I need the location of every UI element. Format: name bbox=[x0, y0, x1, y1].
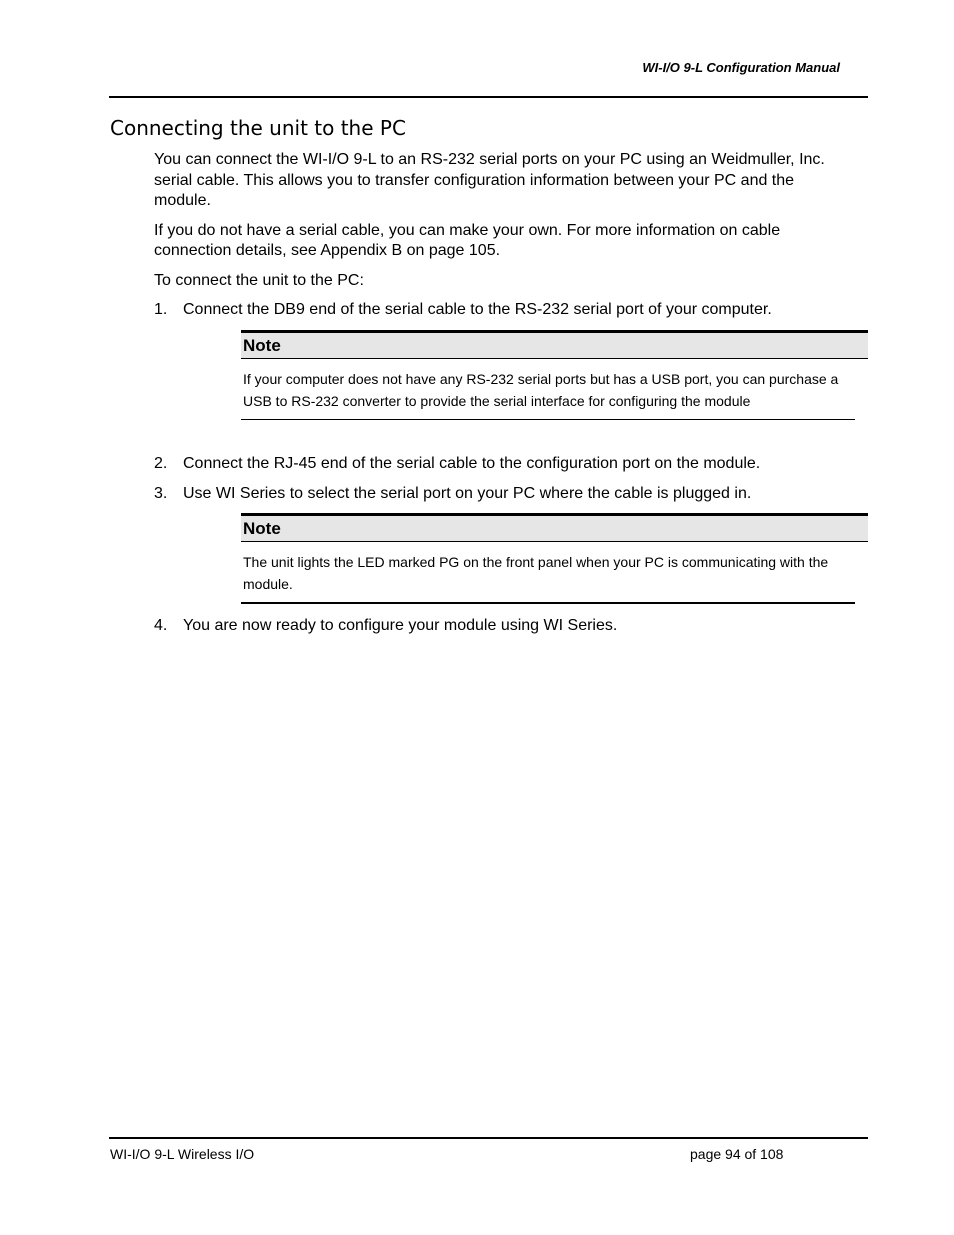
step-text: Connect the DB9 end of the serial cable to the RS-232 serial port of your computer. bbox=[183, 301, 772, 318]
page-header-title: WI-I/O 9-L Configuration Manual bbox=[642, 60, 840, 75]
step-number: 2. bbox=[154, 455, 168, 472]
footer-page-number: page 94 of 108 bbox=[690, 1146, 784, 1162]
paragraph-steps-intro: To connect the unit to the PC: bbox=[154, 271, 364, 289]
note-box bbox=[241, 330, 855, 420]
footer-rule bbox=[109, 1137, 868, 1139]
step-number: 4. bbox=[154, 617, 168, 634]
header-rule bbox=[109, 96, 868, 98]
step-item bbox=[154, 300, 854, 321]
body-steps-middle bbox=[154, 454, 854, 513]
note-text: If your computer does not have any RS-232 serial ports but has a USB port, you can purchase a USB to RS-232 converter to provide the serial interface for configuring the module bbox=[243, 371, 839, 409]
section-title: Connecting the unit to the PC bbox=[110, 116, 406, 140]
step-item bbox=[154, 484, 854, 505]
step-text: Connect the RJ-45 end of the serial cable to the configuration port on the module. bbox=[183, 455, 761, 472]
note-heading: Note bbox=[241, 513, 868, 542]
note-heading: Note bbox=[241, 330, 868, 359]
step-number: 1. bbox=[154, 301, 168, 318]
footer-document-title: WI-I/O 9-L Wireless I/O bbox=[110, 1146, 255, 1162]
step-item bbox=[154, 454, 854, 475]
note-divider bbox=[241, 419, 855, 420]
paragraph-cable: If you do not have a serial cable, you can make your own. For more information on cable connection details, see Appendix B on page 105. bbox=[154, 221, 781, 259]
body-steps-final bbox=[154, 616, 854, 646]
note-box bbox=[241, 513, 855, 604]
step-item bbox=[154, 616, 854, 637]
step-text: You are now ready to configure your module using WI Series. bbox=[183, 617, 618, 634]
step-number: 3. bbox=[154, 484, 168, 502]
note-divider bbox=[241, 602, 855, 604]
note-text: The unit lights the LED marked PG on the front panel when your PC is communicating with the module. bbox=[243, 554, 829, 592]
body-text bbox=[154, 150, 854, 330]
paragraph-intro: You can connect the WI-I/O 9-L to an RS-232 serial ports on your PC using an Weidmuller, Inc. serial cable. This allows you to transfer configuration information between your PC and the module. bbox=[154, 151, 825, 209]
step-text: Use WI Series to select the serial port on your PC where the cable is plugged in. bbox=[183, 484, 752, 502]
